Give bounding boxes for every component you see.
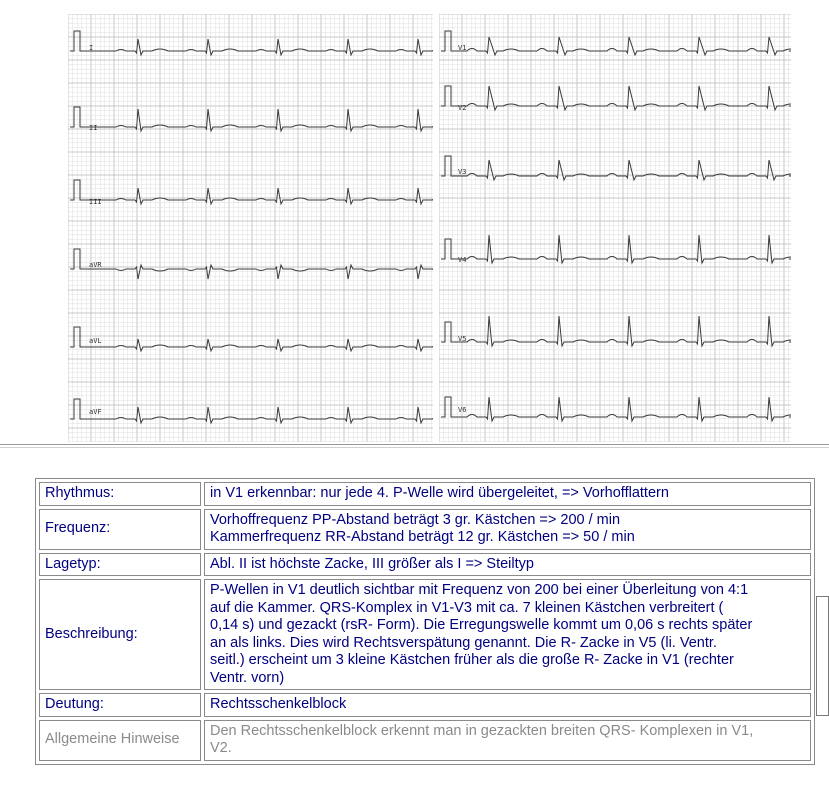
value-line: auf die Kammer. QRS-Komplex in V1-V3 mit ca. 7 kleinen Kästchen verbreitert ( bbox=[210, 599, 724, 616]
value-hinweise bbox=[204, 720, 811, 761]
ecg-image bbox=[59, 6, 809, 443]
lead-label: aVR bbox=[89, 261, 102, 269]
separator-line-shadow bbox=[0, 447, 829, 448]
value-line: Den Rechtsschenkelblock erkennt man in gezackten breiten QRS- Komplexen in V1, bbox=[210, 722, 754, 739]
lead-label: II bbox=[89, 124, 98, 132]
row-frequenz bbox=[39, 509, 811, 550]
lead-label: V1 bbox=[458, 44, 467, 52]
ecg-panel-chest-leads bbox=[439, 14, 791, 442]
lead-label: V5 bbox=[458, 335, 467, 343]
ecg-grid-limb bbox=[68, 14, 433, 442]
separator-line bbox=[0, 444, 829, 445]
lead-label: aVF bbox=[89, 408, 102, 416]
value-line: Vorhoffrequenz PP-Abstand beträgt 3 gr. Kästchen => 200 / min bbox=[210, 511, 621, 528]
value-line: 0,14 s) und gezackt (rsR- Form). Die Erregungswelle kommt um 0,06 s rechts später bbox=[210, 617, 753, 633]
lead-label: V6 bbox=[458, 406, 467, 414]
value-line: Rechtsschenkelblock bbox=[210, 696, 347, 712]
value-line: in V1 erkennbar: nur jede 4. P-Welle wird übergeleitet, => Vorhofflattern bbox=[210, 485, 669, 501]
lead-label: I bbox=[89, 44, 94, 52]
ecg-panel-limb-leads bbox=[68, 14, 433, 442]
lead-label: V3 bbox=[458, 168, 467, 176]
label-frequenz: Frequenz: bbox=[39, 509, 201, 550]
value-deutung bbox=[204, 693, 811, 717]
value-rhythmus bbox=[204, 482, 811, 506]
value-beschreibung bbox=[204, 579, 811, 690]
lead-label: III bbox=[89, 198, 102, 206]
value-frequenz bbox=[204, 509, 811, 550]
value-line: Ventr. vorn) bbox=[210, 669, 285, 686]
lead-label: V2 bbox=[458, 104, 467, 112]
lead-label: V4 bbox=[458, 256, 467, 264]
row-lagetyp bbox=[39, 553, 811, 577]
value-line: an als links. Dies wird Rechtsverspätung genannt. Die R- Zacke in V5 (li. Ventr. bbox=[210, 634, 717, 651]
scrollbar-track[interactable] bbox=[816, 596, 829, 716]
lead-label: aVL bbox=[89, 337, 102, 345]
row-deutung bbox=[39, 693, 811, 717]
findings-table bbox=[35, 478, 815, 765]
row-beschreibung bbox=[39, 579, 811, 690]
value-line: Abl. II ist höchste Zacke, III größer als I => Steiltyp bbox=[210, 555, 534, 572]
label-deutung: Deutung: bbox=[39, 693, 201, 717]
label-hinweise: Allgemeine Hinweise bbox=[39, 720, 201, 761]
label-lagetyp: Lagetyp: bbox=[39, 553, 201, 577]
value-line: P-Wellen in V1 deutlich sichtbar mit Frequenz von 200 bei einer Überleitung von 4:1 bbox=[210, 582, 749, 598]
value-line: V2. bbox=[210, 740, 232, 756]
ecg-grid-chest bbox=[439, 14, 791, 442]
label-beschreibung: Beschreibung: bbox=[39, 579, 201, 690]
value-line: seitl.) erscheint um 3 kleine Kästchen früher als die große R- Zacke in V1 (rechter bbox=[210, 652, 734, 668]
row-hinweise bbox=[39, 720, 811, 761]
value-lagetyp bbox=[204, 553, 811, 577]
row-rhythmus bbox=[39, 482, 811, 506]
label-rhythmus: Rhythmus: bbox=[39, 482, 201, 506]
value-line: Kammerfrequenz RR-Abstand beträgt 12 gr. Kästchen => 50 / min bbox=[210, 529, 635, 545]
